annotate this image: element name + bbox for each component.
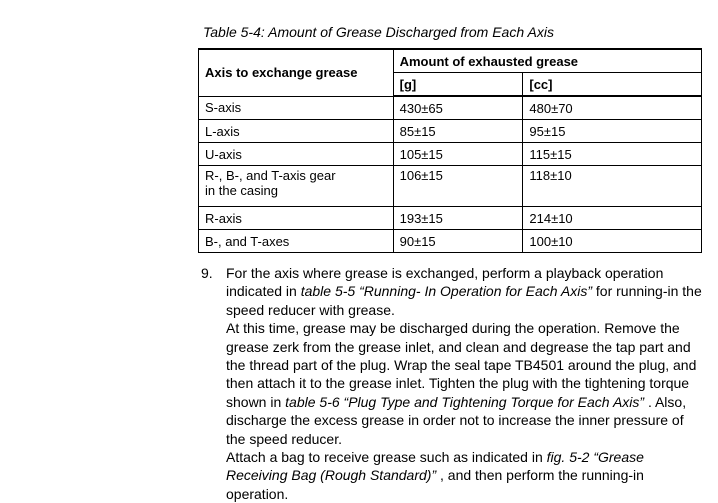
p3-text-b: , and then perform the running-in operation. [226, 467, 644, 502]
axis-cell-line-1: R-, B-, and T-axis gear [205, 168, 336, 183]
fig-5-2-reference[interactable]: fig. 5-2 “Grease Receiving Bag (Rough Standard)” [226, 449, 644, 484]
step-number: 9. [201, 265, 213, 281]
procedure-step-9 [201, 264, 706, 503]
grams-cell: 106±15 [393, 166, 523, 207]
axis-cell-line-2: in the casing [205, 183, 278, 198]
p1-text-a: For the axis where grease is exchanged, perform a playback operation indicated in [226, 265, 664, 300]
p1-text-b: for running-in the speed reducer with grease. [226, 283, 702, 318]
grams-cell: 430±65 [393, 96, 523, 120]
table-row [199, 120, 702, 143]
step-paragraph-3 [226, 448, 706, 503]
table-row [199, 230, 702, 253]
grams-cell: 90±15 [393, 230, 523, 253]
table-row [199, 143, 702, 166]
table-row [199, 166, 702, 207]
axis-cell: S-axis [199, 96, 394, 120]
axis-cell: B-, and T-axes [199, 230, 394, 253]
grams-cell: 85±15 [393, 120, 523, 143]
p3-text-a: Attach a bag to receive grease such as indicated in [226, 449, 547, 466]
grams-cell: 105±15 [393, 143, 523, 166]
cc-cell: 480±70 [523, 96, 702, 120]
cc-cell: 115±15 [523, 143, 702, 166]
table-row [199, 207, 702, 230]
axis-cell [199, 166, 394, 207]
cc-cell: 118±10 [523, 166, 702, 207]
cc-cell: 214±10 [523, 207, 702, 230]
step-body [226, 264, 706, 503]
grams-cell: 193±15 [393, 207, 523, 230]
header-unit-g: [g] [393, 73, 523, 97]
p2-text-b: . Also, discharge the excess grease in order not to increase the inner pressure of the speed reducer. [226, 393, 687, 447]
p2-text-a: At this time, grease may be discharged during the operation. Remove the grease zerk from the grease inlet, and clean and degrease the tap part and the thread part of the plug. Wrap the seal tape TB4501 around the plug, and then attach it to the grease inlet. Tighten the plug with the tightening torque shown in [226, 320, 697, 410]
axis-cell: R-axis [199, 207, 394, 230]
table-5-6-reference[interactable]: table 5-6 “Plug Type and Tightening Torque for Each Axis” [285, 393, 645, 410]
table-5-5-reference[interactable]: table 5-5 “Running- In Operation for Each Axis” [300, 283, 593, 300]
header-amount: Amount of exhausted grease [393, 49, 701, 73]
cc-cell: 100±10 [523, 230, 702, 253]
cc-cell: 95±15 [523, 120, 702, 143]
grease-discharge-table [198, 48, 702, 253]
table-caption: Table 5-4: Amount of Grease Discharged from Each Axis [203, 24, 554, 40]
header-unit-cc: [cc] [523, 73, 702, 97]
table-row [199, 96, 702, 120]
axis-cell: L-axis [199, 120, 394, 143]
step-paragraph-2 [226, 319, 706, 448]
header-axis: Axis to exchange grease [199, 49, 394, 96]
step-paragraph-1 [226, 264, 706, 319]
axis-cell: U-axis [199, 143, 394, 166]
